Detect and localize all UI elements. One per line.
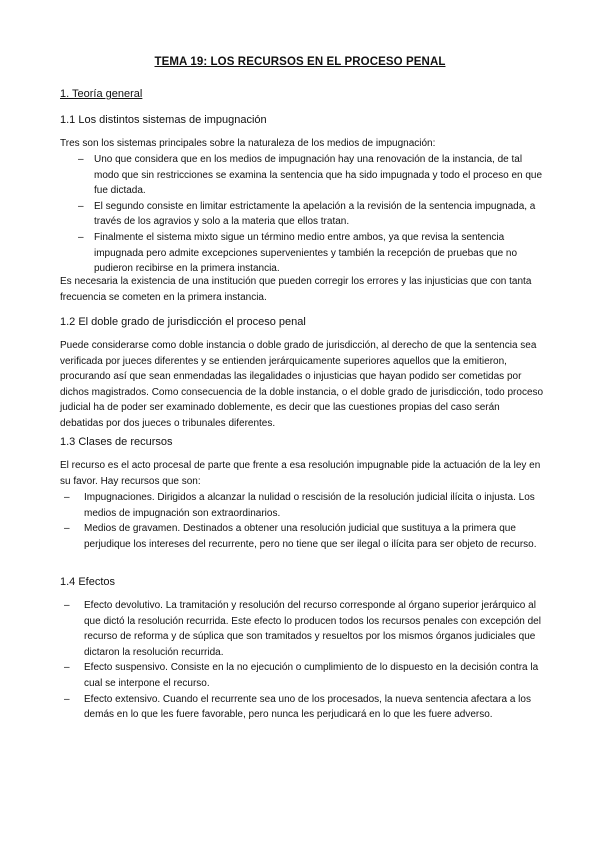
doble-grado-text: Puede considerarse como doble instancia o doble grado de jurisdicción, al derecho de que la sentencia sea verificada por jueces diferentes y se entienden jerárquicamente superiores aquellos que la emitieron, procurando así que sean enmendadas las ilegalidades o injusticias que hayan podido ser cometidas por dichos magistrados. Como consecuencia de la doble instancia, o el doble grado de jurisdicción, todo proceso judicial ha de poder ser examinado doblemente, es decir que las cuestiones propias del caso serán debatidas por dos jueces o tribunales diferentes. (60, 340, 544, 429)
list-item (60, 692, 544, 723)
list-item-text: Uno que considera que en los medios de impugnación hay una renovación de la instancia, de tal modo que sin restricciones se examina la sentencia que ha sido impugnada y todo el proceso en que fue dictada. (94, 154, 543, 197)
list-item-text: Finalmente el sistema mixto sigue un término medio entre ambos, ya que revisa la sentencia impugnada pero admite excepciones supervenientes y también la recepción de pruebas que no pudieron recibirse en la primera instancia. (94, 231, 518, 275)
dash-marker: – (64, 492, 70, 503)
clases-list (60, 490, 544, 552)
list-item (74, 152, 544, 199)
list-item (60, 598, 544, 660)
list-item (60, 490, 544, 521)
subsection-heading-clases: 1.3 Clases de recursos (60, 436, 173, 448)
clases-intro: El recurso es el acto procesal de parte que frente a esa resolución impugnable pide la actuación de la ley en su favor. Hay recursos que son: (60, 460, 541, 487)
dash-marker: – (64, 662, 70, 674)
sistemas-closing: Es necesaria la existencia de una institución que pueden corregir los errores y las injusticias que con tanta frecuencia se cometen en la primera instancia. (60, 276, 532, 303)
dash-marker: – (64, 600, 70, 611)
list-item-text: Efecto extensivo. Cuando el recurrente sea uno de los procesados, la nueva sentencia afectara a los demás en lo que les fuere favorable, pero nunca les perjudicará en lo que les fuere adverso. (84, 693, 531, 721)
document-title: TEMA 19: LOS RECURSOS EN EL PROCESO PENAL (154, 56, 446, 68)
list-item-text: El segundo consiste en limitar estrictamente la apelación a la revisión de la sentencia impugnada, a través de los agravios y solo a la materia que ellos tratan. (94, 200, 536, 228)
sistemas-intro: Tres son los sistemas principales sobre la naturaleza de los medios de impugnación: (60, 138, 436, 149)
subsection-heading-sistemas: 1.1 Los distintos sistemas de impugnación (60, 114, 267, 126)
section-heading-teoria-general: 1. Teoría general (60, 88, 143, 100)
dash-marker: – (64, 523, 70, 535)
list-item (60, 521, 544, 552)
sistemas-list (74, 152, 544, 277)
subsection-heading-efectos: 1.4 Efectos (60, 576, 116, 588)
dash-marker: – (78, 231, 84, 243)
list-item (60, 660, 544, 691)
dash-marker: – (78, 200, 84, 212)
dash-marker: – (64, 693, 70, 705)
list-item (74, 230, 544, 277)
list-item-text: Impugnaciones. Dirigidos a alcanzar la nulidad o rescisión de la resolución judicial ilícita o injusta. Los medios de impugnación son extraordinarios. (84, 492, 535, 519)
list-item-text: Medios de gravamen. Destinados a obtener una resolución judicial que sustituya a la primera que perjudique los intereses del recurrente, pero no tiene que ser ilegal o ilícita para ser objeto de recurso. (84, 523, 537, 550)
subsection-heading-doble-grado: 1.2 El doble grado de jurisdicción el proceso penal (60, 316, 306, 328)
list-item (74, 199, 544, 230)
dash-marker: – (78, 154, 84, 165)
list-item-text: Efecto devolutivo. La tramitación y resolución del recurso corresponde al órgano superior jerárquico al que dictó la resolución recurrida. Este efecto lo producen todos los recursos penales con excepción del recurso de reforma y de súplica que son tramitados y resueltos por los mismos órganos judiciales que dictaron la resolución recurrida. (84, 600, 541, 658)
efectos-list (60, 598, 544, 723)
list-item-text: Efecto suspensivo. Consiste en la no ejecución o cumplimiento de lo dispuesto en la decisión contra la cual se interpone el recurso. (84, 662, 539, 689)
